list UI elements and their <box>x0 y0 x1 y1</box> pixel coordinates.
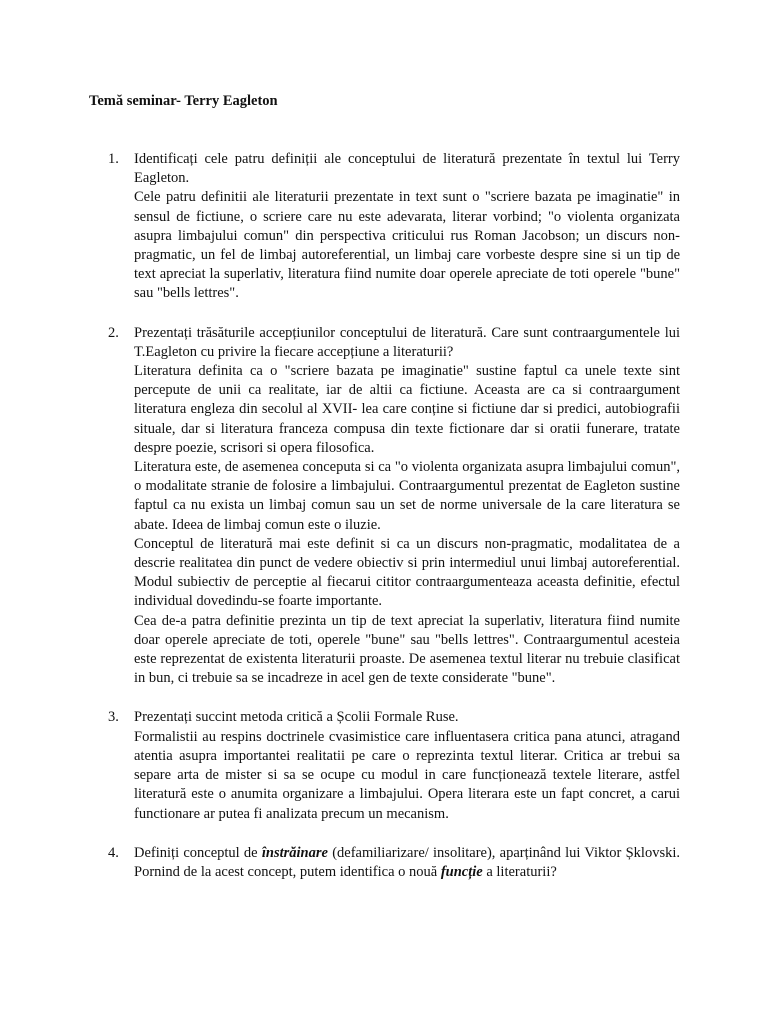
answer-paragraph: Conceptul de literatură mai este definit si ca un discurs non-pragmatic, modalitatea de a descrie realitatea din punct de vedere obiectiv si prin intermediul unui limbaj autoreferential. Modul subiectiv de perceptie al fiecarui cititor contraargumenteaza aceasta definitie, efectul individual dovedindu-se foarte importante. <box>134 535 680 610</box>
answer-paragraph: Cea de-a patra definitie prezinta un tip de text apreciat la superlativ, literatura fiind numite doar operele apreciate de toti, operele "bune" sau "bells lettres". Contraargumentul acesteia este reprezentat de existenta literaturii proaste. De asemenea textul literar nu trebuie clasificat in bun, ci trebuie sa se incadreze in acel gen de texte considerate "bune". <box>134 612 680 687</box>
answer-paragraph: Formalistii au respins doctrinele cvasimistice care influentasera critica pana atunci, atragand atentia asupra importantei realitatii pe care o reprezinta textul literar. Critica ar trebui sa separe arta de mister si sa se ocupe cu modul in care funcționează textele literare, astfel literatură este o anumita organizare a limbajului. Opera literara este un fapt concret, a carui functionare ar putea fi analizata precum un mecanism. <box>134 728 680 822</box>
answer-paragraph: Literatura este, de asemenea conceputa si ca "o violenta organizata asupra limbajului comun", o modalitate stranie de folosire a limbajului. Contraargumentul prezentat de Eagleton sustine faptul ca nu exista un limbaj comun sau un set de norme universale de la care literatura se abate. Ideea de limbaj comun este o iluzie. <box>134 459 680 533</box>
question-text: Prezentați trăsăturile accepțiunilor conceptului de literatură. Care sunt contraargumentele lui T.Eagleton cu privire la fiecare accepțiune a literaturii? <box>134 324 680 360</box>
document-title: Temă seminar- Terry Eagleton <box>89 93 278 109</box>
q4-part: a literaturii? <box>482 863 557 880</box>
question-item <box>108 708 680 823</box>
question-number: 2. <box>108 324 119 341</box>
question-4-text <box>134 844 680 882</box>
q4-part: (defamiliarizare/ insolitare), aparținând lui Viktor Șklovski. Pornind de la acest concept, putem identifica o nouă <box>134 844 680 880</box>
q4-part: Definiți conceptul de <box>134 844 262 861</box>
question-number: 3. <box>108 709 119 726</box>
question-item <box>108 844 680 882</box>
question-number: 4. <box>108 844 119 861</box>
question-item <box>108 324 680 689</box>
question-text: Identificați cele patru definiții ale conceptului de literatură prezentate în textul lui Terry Eagleton. <box>134 151 680 187</box>
question-number: 1. <box>108 151 119 167</box>
question-list <box>108 150 680 902</box>
q4-emphasis: înstrăinare <box>261 844 328 861</box>
answer-paragraph: Cele patru definitii ale literaturii prezentate in text sunt o "scriere bazata pe imaginatie" in sensul de fictiune, o scriere care nu este adevarata, literar vorbind; "o violenta organizata asupra limbajului comun" din perspectiva criticului rus Roman Jacobson; un discurs non-pragmatic, un fel de limbaj autoreferential, un limbaj care vorbeste despre sine si un tip de text apreciat la superlativ, literatura fiind numite doar operele apreciate de toti operele "bune" sau "bells lettres". <box>134 189 680 302</box>
answer-paragraph: Literatura definita ca o "scriere bazata pe imaginatie" sustine faptul ca unele texte sint percepute de unii ca realitate, iar de altii ca fictiune. Aceasta are ca si contraargument literatura engleza din secolul al XVII- lea care conține si fictiune dar si predici, autobiografii situale, dar si literatura franceza compusa din texte fictionare dar si oratii funerare, tratate despre poezie, scrisori si opera filosofica. <box>134 363 680 456</box>
q4-emphasis: funcție <box>440 863 483 880</box>
question-item <box>108 150 680 304</box>
question-text: Prezentați succint metoda critică a Școlii Formale Ruse. <box>134 709 459 726</box>
